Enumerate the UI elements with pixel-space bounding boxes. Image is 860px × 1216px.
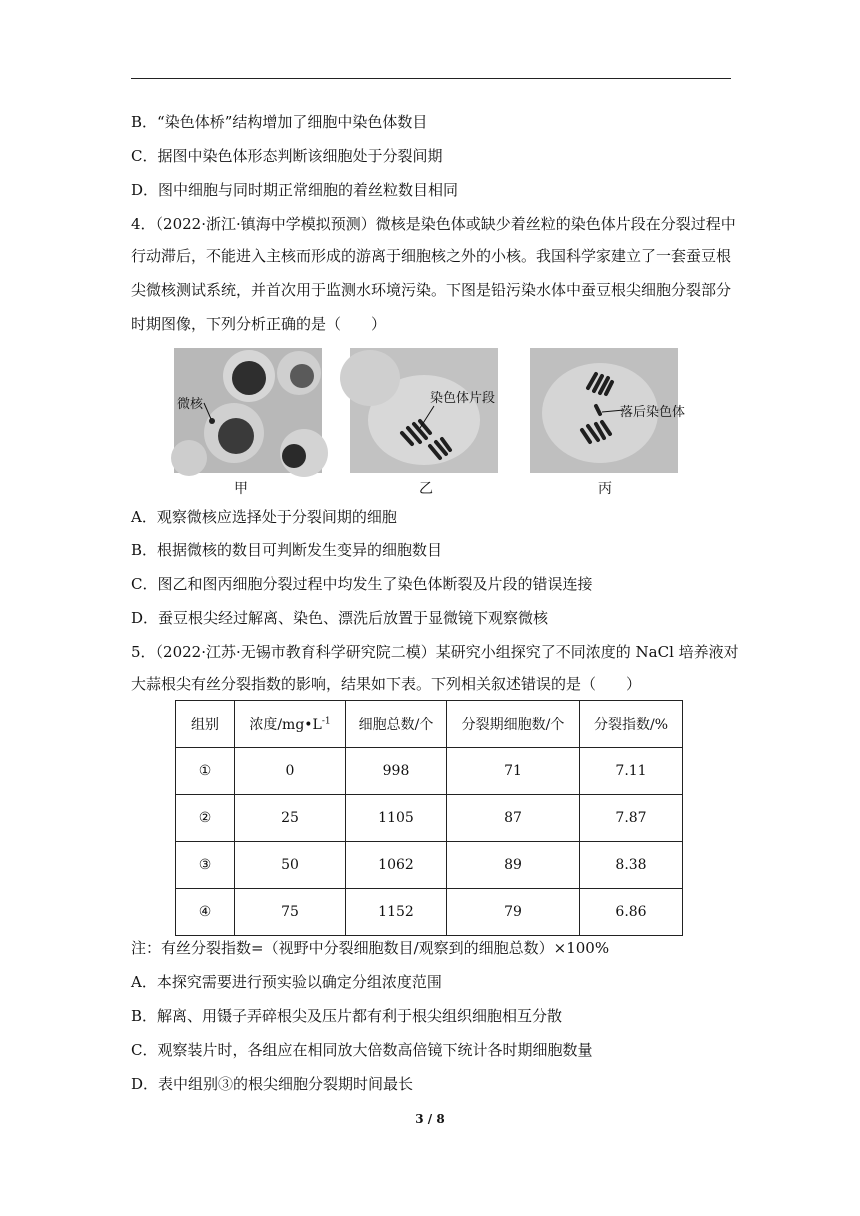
annotation-chromosome-fragment: 染色体片段 <box>430 391 496 406</box>
q3-option-c: C．据图中染色体形态判断该细胞处于分裂间期 <box>131 147 443 165</box>
header-dividing-cells: 分裂期细胞数/个 <box>447 701 580 748</box>
q5-stem-line-2: 大蒜根尖有丝分裂指数的影响，结果如下表。下列相关叙述错误的是（ ） <box>131 675 642 693</box>
cell-total: 998 <box>346 748 447 795</box>
header-total-cells: 细胞总数/个 <box>346 701 447 748</box>
cell-group: ④ <box>176 889 235 936</box>
q4-option-c: C．图乙和图丙细胞分裂过程中均发生了染色体断裂及片段的错误连接 <box>131 575 593 593</box>
q4-stem-line-4: 时期图像，下列分析正确的是（ ） <box>131 315 387 333</box>
results-table <box>175 700 683 936</box>
cell-dividing: 79 <box>447 889 580 936</box>
table-row <box>176 889 683 936</box>
cell-concentration: 50 <box>235 842 346 889</box>
table-row <box>176 842 683 889</box>
q4-stem-line-3: 尖微核测试系统，并首次用于监测水环境污染。下图是铅污染水体中蚕豆根尖细胞分裂部分 <box>131 281 732 299</box>
q5-option-c: C．观察装片时，各组应在相同放大倍数高倍镜下统计各时期细胞数量 <box>131 1041 593 1059</box>
fig-label-jia: 甲 <box>234 481 248 497</box>
q5-option-d: D．表中组别③的根尖细胞分裂期时间最长 <box>131 1075 414 1093</box>
cell-concentration: 25 <box>235 795 346 842</box>
annotation-micronucleus: 微核 <box>177 397 204 412</box>
q5-option-a: A．本探究需要进行预实验以确定分组浓度范围 <box>131 973 442 991</box>
fig-label-bing: 丙 <box>598 481 612 497</box>
table-row <box>176 748 683 795</box>
micrograph-bing <box>530 348 686 473</box>
cell-concentration: 75 <box>235 889 346 936</box>
cell-index: 6.86 <box>580 889 683 936</box>
cell-concentration: 0 <box>235 748 346 795</box>
annotation-lagging-chromosome: 落后染色体 <box>620 405 686 420</box>
page-number: 3 / 8 <box>415 1112 445 1126</box>
cell-index: 7.11 <box>580 748 683 795</box>
cell-index: 7.87 <box>580 795 683 842</box>
table-header-row <box>176 701 683 748</box>
cell-group: ② <box>176 795 235 842</box>
q4-option-b: B．根据微核的数目可判断发生变异的细胞数目 <box>131 541 443 559</box>
micrograph-figures <box>0 348 860 498</box>
q4-stem-line-1: 4．（2022·浙江·镇海中学模拟预测）微核是染色体或缺少着丝粒的染色体片段在分裂过程中 <box>131 215 736 233</box>
cell-dividing: 71 <box>447 748 580 795</box>
table-row <box>176 795 683 842</box>
q3-option-b: B．“染色体桥”结构增加了细胞中染色体数目 <box>131 113 428 131</box>
cell-total: 1062 <box>346 842 447 889</box>
q5-option-b: B．解离、用镊子弄碎根尖及压片都有利于根尖组织细胞相互分散 <box>131 1007 563 1025</box>
header-rule <box>131 78 731 79</box>
header-group: 组别 <box>176 701 235 748</box>
cell-group: ③ <box>176 842 235 889</box>
q5-stem-line-1: 5．（2022·江苏·无锡市教育科学研究院二模）某研究小组探究了不同浓度的 NaCl 培养液对 <box>131 643 739 661</box>
header-concentration: 浓度$/mg•L^{-1}$ <box>235 701 346 748</box>
q4-option-d: D．蚕豆根尖经过解离、染色、漂洗后放置于显微镜下观察微核 <box>131 609 549 627</box>
fig-label-yi: 乙 <box>419 481 433 497</box>
q4-stem-line-2: 行动滞后，不能进入主核而形成的游离于细胞核之外的小核。我国科学家建立了一套蚕豆根 <box>131 247 732 265</box>
cell-group: ① <box>176 748 235 795</box>
micrograph-yi <box>350 348 498 473</box>
q5-note: 注：有丝分裂指数=（视野中分裂细胞数目/观察到的细胞总数）×100% <box>131 939 610 957</box>
q3-option-d: D．图中细胞与同时期正常细胞的着丝粒数目相同 <box>131 181 459 199</box>
cell-total: 1105 <box>346 795 447 842</box>
micrograph-jia <box>174 348 322 473</box>
cell-dividing: 89 <box>447 842 580 889</box>
header-mitotic-index: 分裂指数/% <box>580 701 683 748</box>
cell-total: 1152 <box>346 889 447 936</box>
q4-option-a: A．观察微核应选择处于分裂间期的细胞 <box>131 508 397 526</box>
cell-dividing: 87 <box>447 795 580 842</box>
cell-index: 8.38 <box>580 842 683 889</box>
